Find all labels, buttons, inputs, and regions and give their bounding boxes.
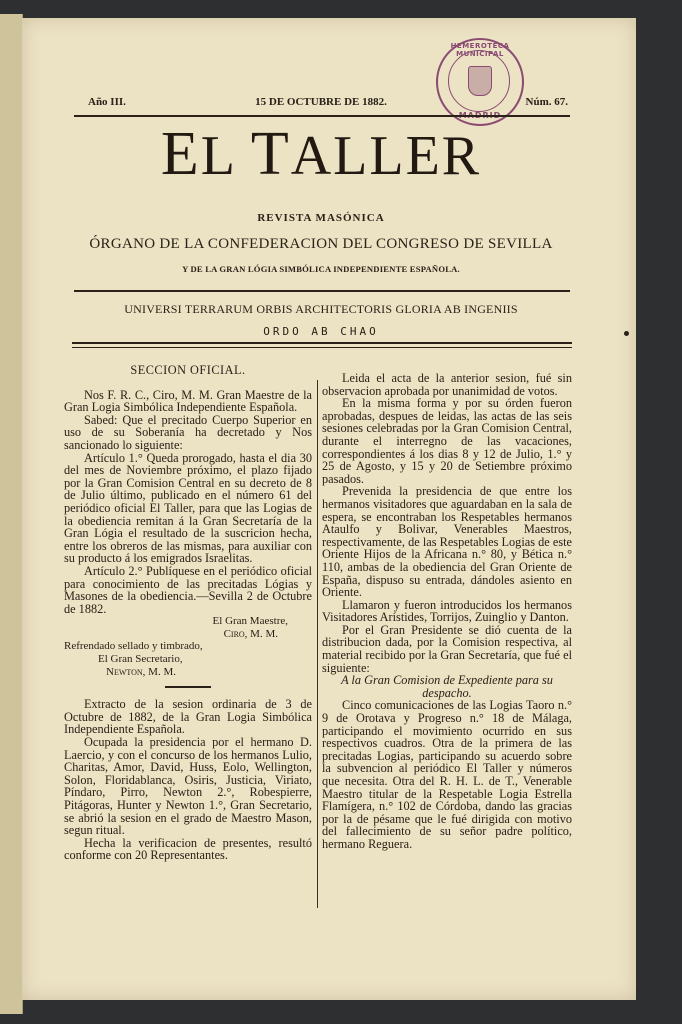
column-divider	[317, 380, 318, 908]
section-title: SECCION OFICIAL.	[130, 363, 246, 377]
title-rest-aller: ALLER	[290, 125, 482, 187]
title-initial-t: T	[250, 120, 291, 188]
book-spine	[0, 14, 23, 1014]
session-attendance: Ocupada la presidencia por el hermano D. Laercio, y con el concurso de los hermanos Lulio, Charitas, Amor, David, Huss, Eolo, Wellington, Solon, Floridablanca, Osiris, Justicia, Viriato, Píndaro, Pirro, Newton 2.°, Robespierre, Pitágoras, Hunter y Newton 1.°, Gran Secretario, se abrió la sesion en el grado de Maestro Mason, segun ritual.	[64, 735, 312, 838]
visitors-notice: Prevenida la presidencia de que entre los hermanos visitadores que aguardaban en la sala de espera, se encontraban los Respetables hermanos Ataulfo y Bolivar, Venerables Maestros, respectivamente, de las Respetables Logias de este Oriente Hijos de la Africana n.° 80, y Bética n.° 110, ambas de la obediencia del Gran Oriente de España, dispuso su entrada, dándoles asiento en Oriente.	[322, 484, 572, 600]
masthead-subtitle: REVISTA MASÓNICA	[257, 212, 385, 224]
signature-secretary: El Gran Secretario,	[98, 653, 183, 666]
double-rule-top	[72, 342, 572, 344]
right-column	[322, 372, 572, 851]
masthead-title	[72, 122, 570, 188]
section-divider	[165, 686, 211, 688]
double-rule-bottom	[72, 347, 572, 348]
communications-list: Cinco comunicaciones de las Logias Taoro n.° 9 de Orotava y Progreso n.° 18 de Málaga, participando el movimiento ocurrido en sus respectivos cuadros. Otra de la primera de las precitadas Logias, participando su acuerdo sobre la subvencion al periódico El Taller y números que necesita. Otra del R. H. L. de T., Venerable Maestro titular de la Respetable Logia Estrella Flamígera, n.° 102 de Córdoba, dando las gracias por la de pésame que le fué dirigida con motivo del fallecimiento de su señor padre político, hermano Reguera.	[322, 698, 572, 851]
issue-year: Año III.	[88, 96, 126, 108]
masthead-motto: UNIVERSI TERRARUM ORBIS ARCHITECTORIS GLORIA AB INGENIIS	[124, 302, 518, 316]
masthead-ordo: ORDO AB CHAO	[263, 325, 379, 338]
distribution-report: Por el Gran Presidente se dió cuenta de la distribucion dada, por la Comision respectiva, al material recibido por la Gran Secretaría, que fué el siguiente:	[322, 622, 572, 675]
decree-sabed: Sabed: Que el precitado Cuerpo Superior en uso de su Soberanía ha decretado y Nos sancionado lo siguiente:	[64, 412, 312, 452]
session-verification: Hecha la verificacion de presentes, resultó conforme con 20 Representantes.	[64, 835, 312, 863]
stamp-top-text: HEMEROTECA MUNICIPAL	[450, 42, 510, 58]
commission-heading: A la Gran Comision de Expediente para su despacho.	[341, 673, 553, 700]
signature-grand-master: El Gran Maestre,	[212, 615, 288, 628]
decree-preamble: Nos F. R. C., Ciro, M. M. Gran Maestre de la Gran Logia Simbólica Independiente Española.	[64, 387, 312, 415]
header-rule	[74, 115, 570, 117]
coat-of-arms-icon	[468, 66, 492, 96]
decree-article-1: Artículo 1.° Queda prorogado, hasta el dia 30 del mes de Noviembre próximo, el plazo fijado por la Gran Comision Central en su decreto de 8 de Julio último, publicado en el número 61 del periódico oficial El Taller, para que las Logias de la obediencia remitan á la Gran Secretaría de la Gran Lógia el resultado de la suscricion hecha, entre los obreros de las mismas, para auxiliar con su producto á los emigrados Israelitas.	[64, 450, 312, 566]
left-column	[64, 362, 312, 862]
session-extract-title: Extracto de la sesion ordinaria de 3 de Octubre de 1882, de la Gran Logia Simbólica Independiente Española.	[64, 697, 312, 737]
signature-newton: Newton, M. M.	[106, 665, 176, 678]
signature-ciro: Ciro, M. M.	[223, 627, 278, 640]
issue-date: 15 DE OCTUBRE DE 1882.	[255, 96, 387, 108]
title-rest-l: L	[200, 125, 251, 187]
visitors-introduced: Llamaron y fueron introducidos los hermanos Visitadores Arístides, Torrijos, Zuinglio y Danton.	[322, 597, 572, 625]
title-initial-e: E	[160, 120, 201, 188]
masthead-organ-line2: Y DE LA GRAN LÓGIA SIMBÓLICA INDEPENDIENTE ESPAÑOLA.	[182, 264, 460, 274]
signature-refrendado: Refrendado sellado y timbrado,	[64, 640, 203, 653]
decree-article-2: Artículo 2.° Publíquese en el periódico oficial para conocimiento de las precitadas Lógias y Masones de la obediencia.—Sevilla 2 de Octubre de 1882.	[64, 563, 312, 616]
masthead-organ: ÓRGANO DE LA CONFEDERACION DEL CONGRESO DE SEVILLA	[89, 236, 553, 252]
ink-dot	[624, 331, 629, 336]
minutes-approval: Leida el acta de la anterior sesion, fué sin observacion aprobada por unanimidad de votos.	[322, 371, 572, 398]
masthead-rule	[74, 290, 570, 292]
issue-number: Núm. 67.	[525, 96, 568, 108]
issue-header	[72, 96, 570, 114]
commission-acts: En la misma forma y por su órden fueron aprobadas, despues de leidas, las actas de las seis sesiones celebradas por la Gran Comision Central, durante el interregno de las vacaciones, correspondientes á los dias 8 y 12 de Julio, 1.° y 25 de Agosto, y 15 y 20 de Setiembre próximo pasados.	[322, 396, 572, 486]
